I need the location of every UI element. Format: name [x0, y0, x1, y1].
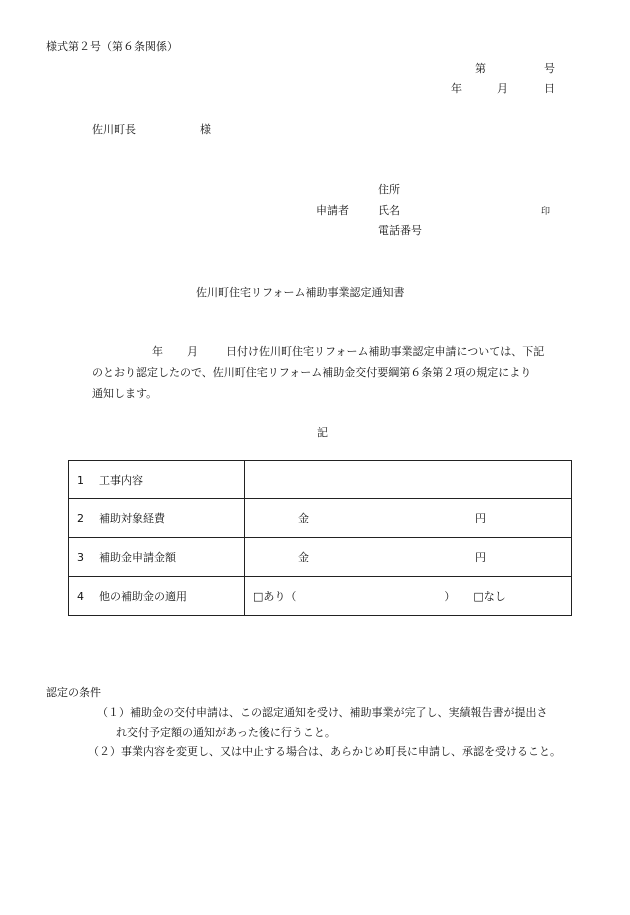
- row-number: 1: [77, 473, 84, 487]
- applicant-address-label: 住所: [378, 183, 400, 196]
- addressee-honorific: 様: [200, 123, 211, 136]
- table-row: [69, 538, 572, 577]
- yen-prefix: 金: [298, 512, 309, 525]
- row-label: 他の補助金の適用: [99, 590, 187, 603]
- yen-suffix: 円: [475, 551, 486, 564]
- table-row: [69, 499, 572, 538]
- table-label-cell: [69, 461, 245, 499]
- seal-mark: 印: [541, 207, 551, 217]
- yen-prefix: 金: [298, 551, 309, 564]
- table-label-cell: [69, 538, 245, 577]
- row-number: 4: [77, 590, 84, 603]
- table-row: [69, 461, 572, 499]
- table-row: [69, 577, 572, 616]
- row-label: 工事内容: [99, 473, 143, 487]
- body-line3: 通知します。: [92, 387, 158, 400]
- row-label: 補助対象経費: [99, 512, 165, 525]
- form-label: 様式第２号（第６条関係）: [46, 40, 178, 53]
- applicant-name-label: 氏名: [378, 204, 400, 217]
- conditions-heading: 認定の条件: [46, 686, 101, 699]
- condition-1-line2: れ交付予定額の通知があった後に行うこと。: [116, 726, 336, 739]
- body-line1: 日付け佐川町住宅リフォーム補助事業認定申請については、下記: [226, 345, 545, 358]
- condition-1-line1: （１）補助金の交付申請は、この認定通知を受け、補助事業が完了し、実績報告書が提出さ: [97, 706, 548, 719]
- closing-paren: ）: [444, 590, 456, 603]
- body-month: 月: [187, 345, 198, 358]
- construction-content-field: [245, 461, 572, 499]
- no-checkbox-option: □なし: [473, 590, 506, 603]
- date-month: 月: [497, 82, 508, 95]
- document-number-prefix: 第: [475, 62, 486, 75]
- date-year: 年: [451, 82, 462, 95]
- eligible-cost-field: [245, 499, 572, 538]
- body-year: 年: [152, 345, 163, 358]
- document-title: 佐川町住宅リフォーム補助事業認定通知書: [196, 286, 405, 299]
- condition-2: （２）事業内容を変更し、又は中止する場合は、あらかじめ町長に申請し、承認を受けること。: [88, 745, 561, 758]
- body-line2: のとおり認定したので、佐川町住宅リフォーム補助金交付要綱第６条第２項の規定により: [92, 366, 532, 379]
- yen-suffix: 円: [475, 512, 486, 525]
- other-subsidy-field: [245, 577, 572, 616]
- yes-checkbox-option: □あり（: [253, 590, 297, 603]
- applicant-label: 申請者: [316, 204, 349, 217]
- table-label-cell: [69, 499, 245, 538]
- applicant-phone-label: 電話番号: [378, 224, 422, 237]
- date-day: 日: [544, 82, 555, 95]
- details-table: [68, 460, 572, 616]
- document-number-suffix: 号: [544, 62, 555, 75]
- addressee-name: 佐川町長: [92, 123, 136, 136]
- ki-heading: 記: [317, 426, 328, 439]
- row-label: 補助金申請金額: [99, 551, 176, 564]
- row-number: 3: [77, 551, 84, 564]
- table-label-cell: [69, 577, 245, 616]
- subsidy-amount-field: [245, 538, 572, 577]
- row-number: 2: [77, 512, 84, 525]
